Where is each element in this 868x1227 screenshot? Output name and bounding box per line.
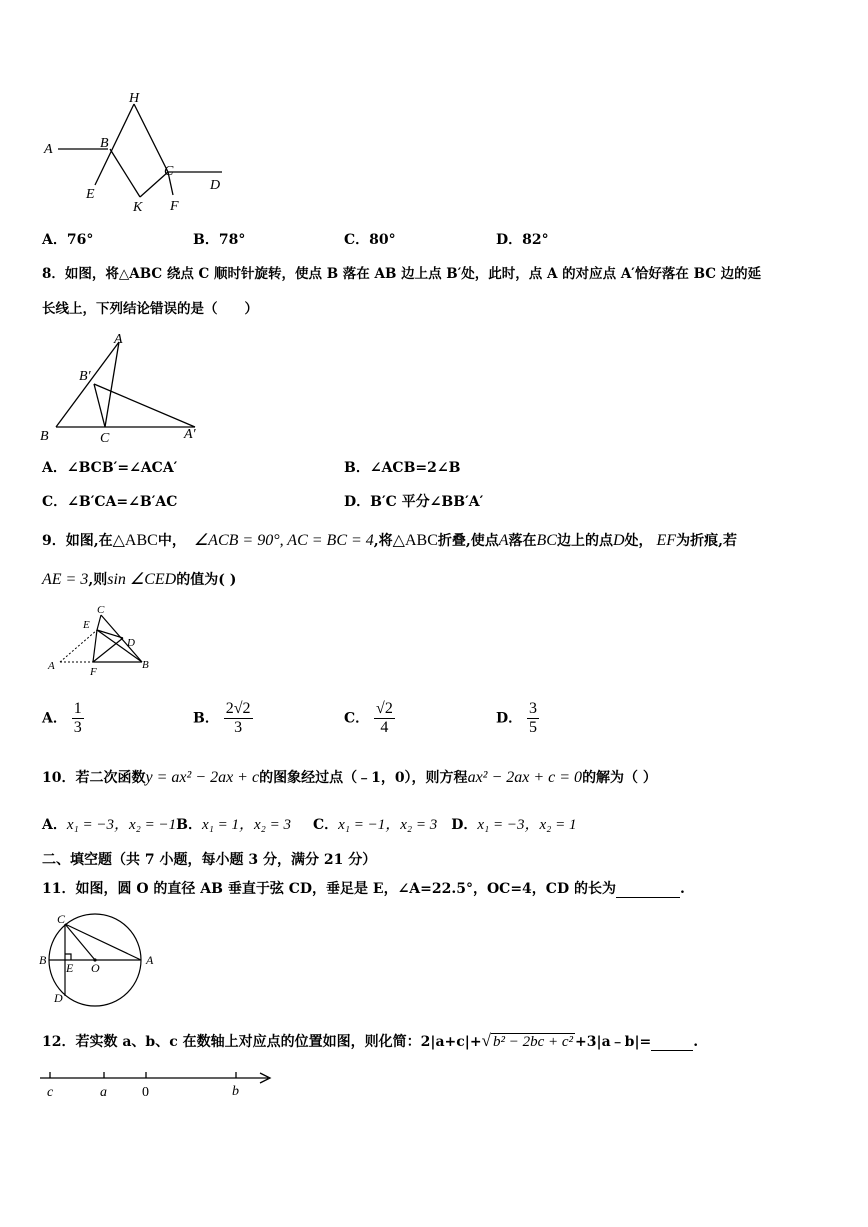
q10-stem [42, 767, 657, 787]
q8-stem-line1: 8．如图，将△ABC 绕点 C 顺时针旋转，使点 B 落在 AB 边上点 B′处，此时，点 A 的对应点 A′恰好落在 BC 边的延 [42, 266, 762, 282]
q9-ef: EF [656, 532, 677, 549]
q8-figure [36, 330, 216, 445]
q9-label-e: E [83, 619, 90, 631]
q12-part1: 12．若实数 a、b、c 在数轴上对应点的位置如图，则化简：2|a+c|+ [42, 1034, 482, 1050]
q7-label-k: K [133, 200, 143, 215]
q9-part5: 落在 [508, 533, 537, 549]
q9-option-b[interactable] [193, 700, 253, 737]
q7-label-f: F [170, 199, 179, 214]
q9-a: A [498, 532, 509, 549]
q10-option-b-value: x₁ = 1，x₂ = 3 [201, 817, 291, 833]
q11-label-e: E [66, 961, 74, 975]
q9-bc: BC [536, 532, 557, 549]
q7-label-e: E [86, 187, 95, 202]
q9-option-c-frac [374, 700, 395, 737]
q9-label-f: F [90, 666, 97, 678]
q9-part10: 的值为( ) [176, 572, 237, 588]
q10-option-b-label: B． [176, 817, 202, 833]
q12-part2: +3|a﹣b|= [575, 1034, 652, 1050]
q9-part3: ,将 [373, 533, 393, 549]
q8-label-c: C [100, 431, 110, 445]
q9-option-b-den: 3 [234, 719, 243, 736]
q12-axis-b: b [232, 1084, 239, 1099]
q11-answer-blank[interactable] [616, 881, 680, 898]
q9-option-a-num: 1 [73, 700, 82, 717]
q11-stem [42, 878, 685, 898]
q10-option-d[interactable] [451, 817, 576, 833]
q8-option-b[interactable]: B．∠ACB=2∠B [344, 460, 461, 476]
q10-part1: 10．若二次函数 [42, 770, 146, 786]
q7-label-d: D [210, 178, 221, 193]
q10-option-a-value: x₁ = −3，x₂ = −1 [66, 817, 177, 833]
q7-label-b: B [100, 136, 109, 151]
q8-option-a[interactable]: A．∠BCB′=∠ACA′ [42, 460, 178, 476]
q10-option-c-value: x₁ = −1，x₂ = 3 [338, 817, 438, 833]
q10-option-a-label: A． [42, 817, 67, 833]
q8-label-a: A [114, 332, 123, 347]
q7-label-c: C [164, 164, 174, 179]
q10-option-a[interactable] [42, 817, 176, 833]
q8-label-b-prime: B′ [79, 369, 91, 384]
q11-stem-text: 11．如图，圆 O 的直径 AB 垂直于弦 CD，垂足是 E，∠A=22.5°，OC=4，CD 的长为 [42, 881, 616, 897]
q9-label-d: D [127, 637, 135, 649]
q9-option-a-frac [72, 700, 84, 737]
q7-label-h: H [129, 91, 140, 106]
q9-option-a-label: A． [42, 710, 67, 727]
q9-option-c-den: 4 [380, 719, 389, 736]
q9-option-d-num: 3 [529, 700, 538, 717]
q9-option-b-frac [224, 700, 253, 737]
q9-label-b: B [142, 659, 149, 671]
q9-part2: 中， [157, 533, 186, 549]
q9-option-a-den: 3 [73, 719, 82, 736]
q10-eq: ax² − 2ax + c = 0 [467, 769, 583, 786]
q7-label-a: A [44, 142, 53, 157]
q9-option-d-den: 5 [529, 719, 538, 736]
q9-option-d-label: D． [496, 710, 523, 727]
q8-option-d[interactable]: D．B′C 平分∠BB′A′ [344, 494, 484, 510]
q11-figure [38, 910, 163, 1010]
q9-stem-line1 [42, 530, 737, 550]
q11-label-o: O [91, 961, 100, 975]
q7-option-d[interactable]: D．82° [496, 232, 549, 248]
q9-ae: AE = 3 [42, 571, 89, 588]
q11-label-d: D [54, 991, 63, 1005]
q9-sin: sin ∠CED [107, 571, 177, 588]
q7-option-b[interactable]: B．78° [193, 232, 246, 248]
q9-figure [40, 600, 160, 680]
q9-option-c[interactable] [344, 700, 395, 737]
q9-option-a[interactable] [42, 700, 84, 737]
q11-label-b: B [39, 953, 47, 967]
q9-part7: 处， [624, 533, 653, 549]
q12-number-line [36, 1066, 281, 1102]
q9-angle: ∠ACB = 90°, AC = BC = 4 [193, 532, 374, 549]
q9-tri: △ABC [112, 532, 158, 549]
q9-part8: 为折痕,若 [676, 533, 737, 549]
q10-part2: 的图象经过点（﹣1，0），则方程 [259, 770, 468, 786]
q10-option-d-label: D． [451, 817, 478, 833]
q7-option-c[interactable]: C．80° [344, 232, 396, 248]
q12-answer-blank[interactable] [651, 1034, 693, 1051]
q9-label-a: A [48, 660, 55, 672]
q12-sqrt: b² − 2bc + c² [492, 1034, 574, 1050]
q9-tri2: △ABC [392, 532, 438, 549]
q12-stem [42, 1031, 698, 1051]
q10-option-c-label: C． [312, 817, 339, 833]
q11-end: . [679, 881, 685, 897]
q9-d: D [612, 532, 625, 549]
q8-option-c[interactable]: C．∠B′CA=∠B′AC [42, 494, 178, 510]
q9-option-b-num: 2√2 [225, 700, 251, 717]
q10-part3: 的解为（ ） [582, 770, 657, 786]
q11-label-c: C [57, 912, 66, 926]
section-2-heading: 二、填空题（共 7 小题，每小题 3 分，满分 21 分） [42, 852, 377, 868]
q9-part1: 9．如图,在 [42, 533, 113, 549]
q11-label-a: A [146, 953, 154, 967]
q9-option-d[interactable] [496, 700, 539, 737]
q10-option-b[interactable] [176, 817, 291, 833]
q12-axis-c: c [47, 1085, 54, 1100]
q9-part9: ,则 [88, 572, 108, 588]
q9-stem-line2 [42, 569, 236, 589]
q10-option-d-value: x₁ = −3，x₂ = 1 [477, 817, 577, 833]
q10-func: y = ax² − 2ax + c [145, 769, 260, 786]
q9-option-c-num: √2 [376, 700, 393, 717]
q9-part4: 折叠,使点 [437, 533, 499, 549]
q12-axis-a: a [100, 1085, 107, 1100]
q12-axis-zero: 0 [142, 1085, 149, 1100]
q9-label-c: C [97, 604, 105, 616]
q9-option-d-frac [527, 700, 539, 737]
q7-figure [40, 85, 240, 215]
q8-label-a-prime: A′ [184, 427, 196, 442]
q12-end: . [693, 1034, 699, 1050]
q10-options [42, 813, 577, 834]
q7-option-a[interactable]: A．76° [42, 232, 94, 248]
sqrt-icon: √ [481, 1031, 491, 1050]
q10-option-c[interactable] [313, 817, 437, 833]
q9-part6: 边上的点 [556, 533, 613, 549]
q9-option-c-label: C． [344, 710, 370, 727]
q8-stem-line2: 长线上，下列结论错误的是（ ） [42, 301, 258, 317]
q8-label-b: B [40, 429, 49, 444]
q9-option-b-label: B． [193, 710, 219, 727]
